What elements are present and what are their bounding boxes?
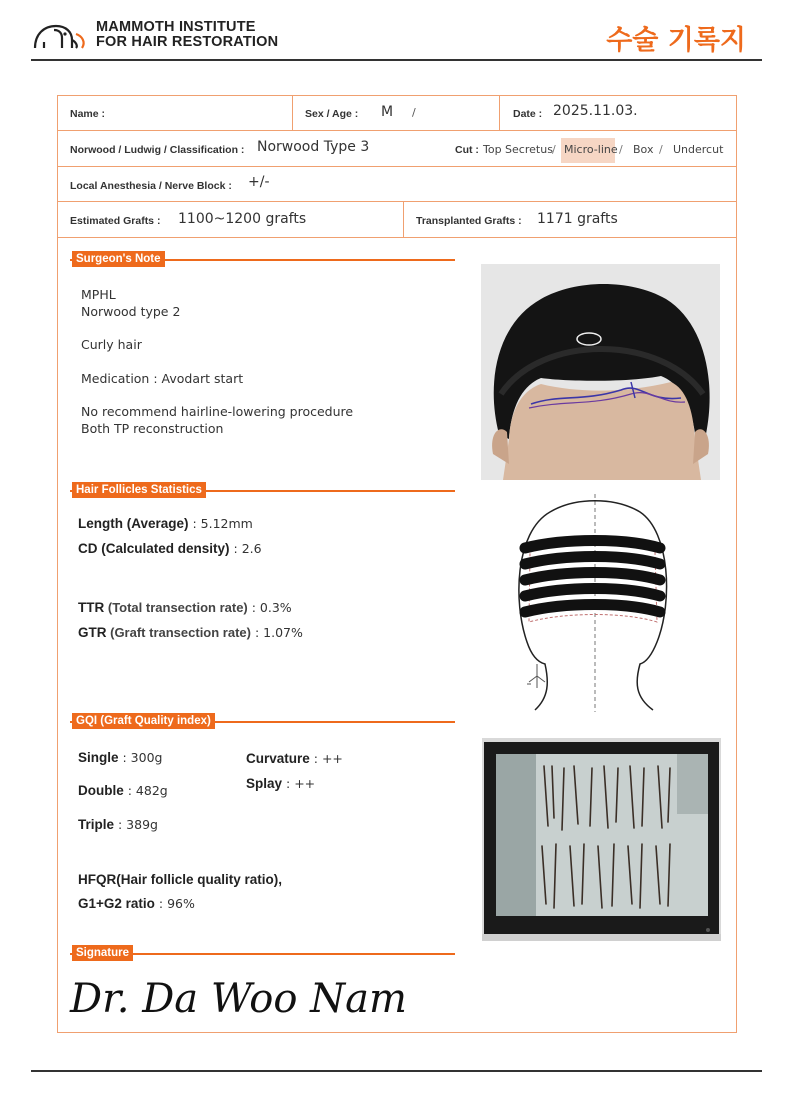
divider	[499, 95, 500, 131]
cut-separator: /	[619, 143, 623, 156]
single-label: Single	[78, 750, 119, 765]
hfqr-label: HFQR(Hair follicle quality ratio),	[78, 872, 283, 887]
curvature-label: Curvature	[246, 751, 310, 766]
length-value: : 5.12mm	[188, 516, 253, 531]
cut-option-undercut[interactable]: Undercut	[673, 143, 724, 156]
gtr-description: (Graft transection rate)	[106, 625, 251, 640]
ttr-stat	[78, 600, 292, 615]
curvature-stat	[246, 751, 343, 766]
date-field[interactable]: 2025.11.03.	[553, 103, 638, 119]
transplanted-grafts-label: Transplanted Grafts :	[416, 215, 522, 227]
ttr-label: TTR	[78, 600, 105, 615]
cd-value: : 2.6	[229, 541, 262, 556]
signature-image	[64, 968, 444, 1026]
page-title: 수술 기록지	[606, 25, 746, 56]
brand-line-1: MAMMOTH INSTITUTE	[96, 19, 256, 35]
ttr-value: : 0.3%	[247, 600, 292, 615]
g1g2-value: : 96%	[154, 896, 195, 911]
brand-line-2: FOR HAIR RESTORATION	[96, 34, 279, 50]
cut-option-micro-line[interactable]: Micro-line	[564, 143, 618, 156]
brand-name	[96, 20, 278, 50]
anesthesia-label: Local Anesthesia / Nerve Block :	[70, 180, 232, 192]
gtr-label: GTR	[78, 625, 107, 640]
single-stat	[78, 750, 162, 765]
cut-label: Cut :	[455, 144, 479, 156]
double-stat	[78, 783, 168, 798]
name-label: Name :	[70, 108, 106, 120]
classification-field[interactable]: Norwood Type 3	[257, 139, 370, 155]
surgeons-note-heading: Surgeon's Note	[72, 251, 165, 267]
transplanted-grafts-field[interactable]: 1171 grafts	[537, 211, 618, 227]
footer-divider	[31, 1070, 762, 1072]
note-line: Both TP reconstruction	[81, 421, 224, 436]
note-line: Norwood type 2	[81, 304, 181, 319]
length-label: Length (Average)	[78, 516, 189, 531]
header-divider	[31, 59, 762, 61]
sex-age-label: Sex / Age :	[305, 108, 359, 120]
cd-label: CD (Calculated density)	[78, 541, 230, 556]
length-average-stat	[78, 516, 253, 531]
cut-separator: /	[552, 143, 556, 156]
cut-option-box[interactable]: Box	[633, 143, 654, 156]
graft-sorting-photo	[482, 738, 721, 941]
calculated-density-stat	[78, 541, 262, 556]
estimated-grafts-field[interactable]: 1100~1200 grafts	[178, 211, 307, 227]
mammoth-logo-icon	[32, 20, 92, 52]
triple-label: Triple	[78, 817, 115, 832]
splay-stat	[246, 776, 315, 791]
follicle-stats-heading: Hair Follicles Statistics	[72, 482, 206, 498]
sex-field[interactable]: M	[381, 104, 394, 120]
signature-heading: Signature	[72, 945, 133, 961]
triple-stat	[78, 817, 158, 832]
date-label: Date :	[513, 108, 543, 120]
estimated-grafts-label: Estimated Grafts :	[70, 215, 161, 227]
g1g2-ratio-stat	[78, 896, 195, 911]
note-line: MPHL	[81, 287, 116, 302]
triple-value: : 389g	[114, 817, 158, 832]
signature-text: Dr. Da Woo Nam	[70, 976, 407, 1022]
divider	[292, 95, 293, 131]
g1g2-label: G1+G2 ratio	[78, 896, 155, 911]
splay-value: : ++	[282, 776, 316, 791]
cut-separator: /	[659, 143, 663, 156]
divider	[403, 202, 404, 238]
ttr-description: (Total transection rate)	[104, 600, 248, 615]
classification-label: Norwood / Ludwig / Classification :	[70, 144, 245, 156]
note-line: No recommend hairline-lowering procedure	[81, 404, 354, 419]
gqi-heading: GQI (Graft Quality index)	[72, 713, 215, 729]
single-value: : 300g	[118, 750, 163, 765]
note-line: Curly hair	[81, 337, 142, 352]
sex-age-separator: /	[412, 106, 416, 119]
gtr-stat	[78, 625, 303, 640]
donor-area-diagram	[505, 492, 680, 714]
anesthesia-field[interactable]: +/-	[248, 174, 270, 190]
cut-option-top-secretus[interactable]: Top Secretus	[483, 143, 553, 156]
double-value: : 482g	[123, 783, 168, 798]
splay-label: Splay	[246, 776, 283, 791]
double-label: Double	[78, 783, 124, 798]
gtr-value: : 1.07%	[250, 625, 303, 640]
curvature-value: : ++	[309, 751, 343, 766]
hfqr-stat	[78, 872, 282, 887]
patient-hairline-photo	[481, 264, 720, 480]
note-line: Medication : Avodart start	[81, 371, 244, 386]
